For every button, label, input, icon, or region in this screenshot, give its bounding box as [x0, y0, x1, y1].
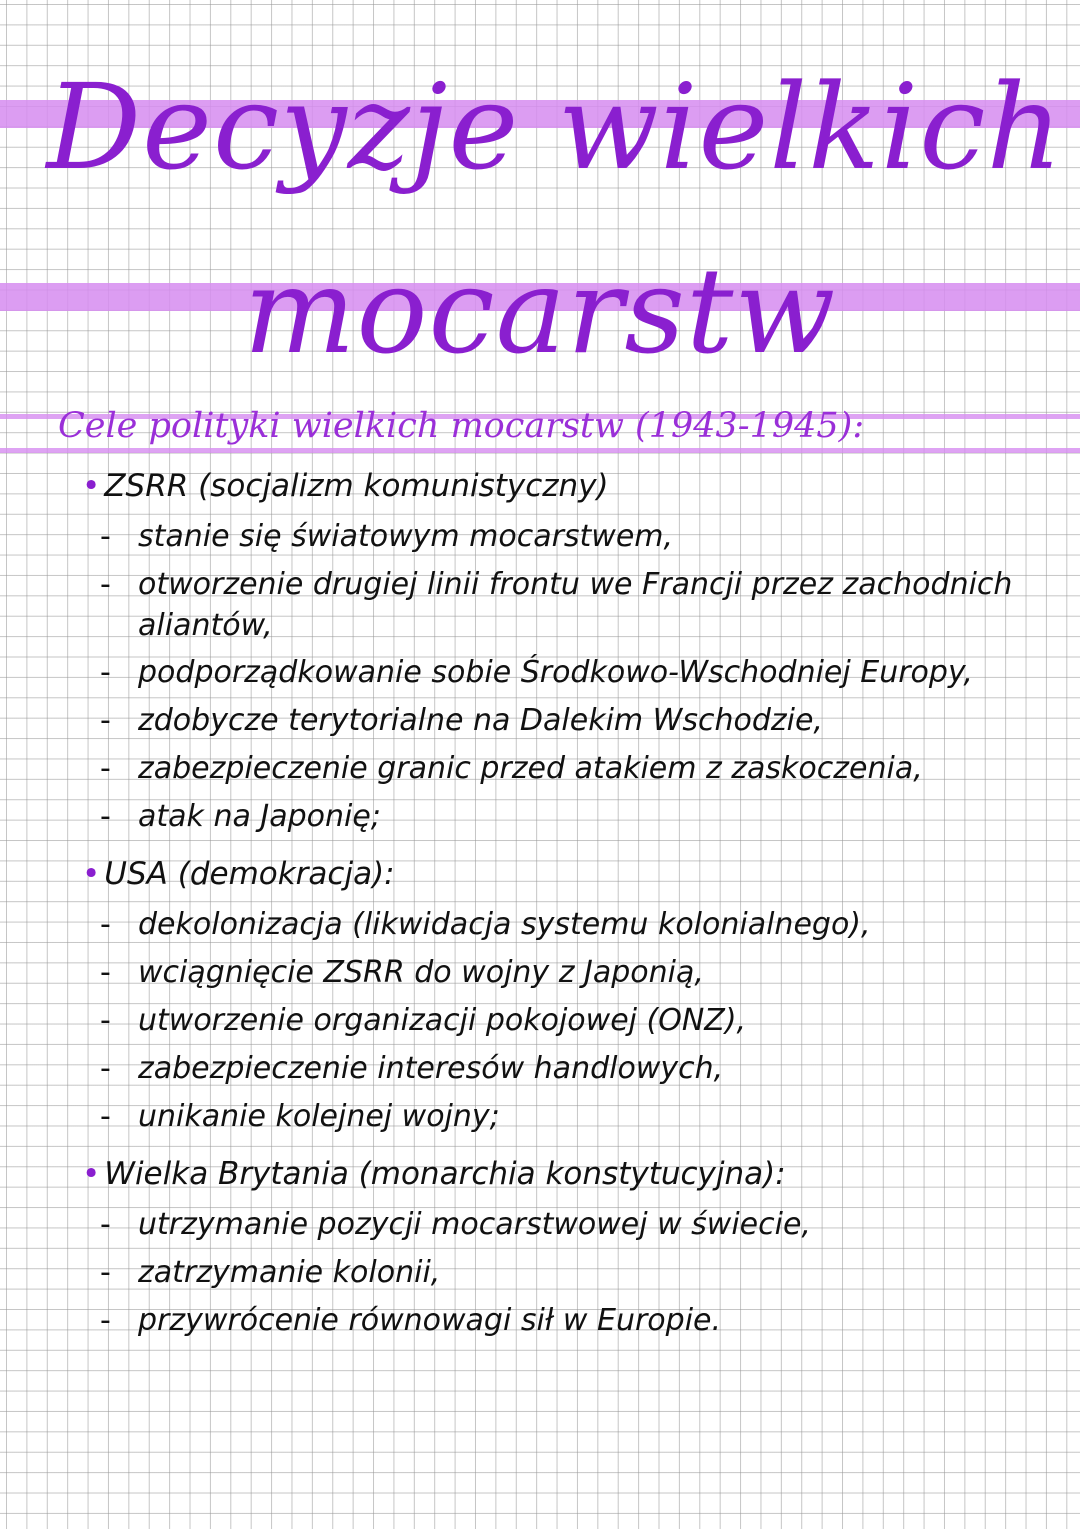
list-item: - stanie się światowym mocarstwem, — [100, 519, 674, 554]
bullet-dot-icon: • — [82, 468, 101, 504]
list-item-text: zatrzymanie kolonii, — [138, 1255, 441, 1290]
list-item-text: stanie się światowym mocarstwem, — [138, 519, 674, 554]
list-item: - zabezpieczenie granic przed atakiem z zaskoczenia, — [100, 751, 923, 786]
section-subtitle: Cele polityki wielkich mocarstw (1943-1945): — [58, 406, 865, 446]
list-item-text: unikanie kolejnej wojny; — [138, 1099, 500, 1134]
list-item: - zatrzymanie kolonii, — [100, 1255, 441, 1290]
list-item: - zdobycze terytorialne na Dalekim Wschodzie, — [100, 703, 823, 738]
list-item: - otworzenie drugiej linii frontu we Francji przez zachodnich aliantów, — [100, 567, 1013, 643]
bullet-dot-icon: • — [82, 1156, 101, 1192]
list-item-text: wciągnięcie ZSRR do wojny z Japonią, — [138, 955, 704, 990]
list-item: - unikanie kolejnej wojny; — [100, 1099, 500, 1134]
list-item-text: przywrócenie równowagi sił w Europie. — [138, 1303, 722, 1338]
list-item-text: otworzenie drugiej linii frontu we Francji przez zachodnich aliantów, — [138, 567, 1013, 643]
list-item-text: podporządkowanie sobie Środkowo-Wschodniej Europy, — [138, 655, 973, 690]
list-item: - utworzenie organizacji pokojowej (ONZ), — [100, 1003, 747, 1038]
list-item: - dekolonizacja (likwidacja systemu kolonialnego), — [100, 907, 871, 942]
country-heading-text: USA (demokracja): — [104, 856, 395, 892]
list-item: - atak na Japonię; — [100, 799, 381, 834]
page-title-line-1: Decyzje wielkich — [46, 58, 1064, 196]
list-item: - podporządkowanie sobie Środkowo-Wschodniej Europy, — [100, 655, 973, 690]
country-heading-zsrr — [82, 456, 1080, 516]
list-item: - utrzymanie pozycji mocarstwowej w świecie, — [100, 1207, 811, 1242]
notes-content — [0, 456, 1080, 1348]
bullet-dot-icon: • — [82, 856, 101, 892]
country-heading-usa — [82, 844, 1080, 904]
country-heading-text: Wielka Brytania (monarchia konstytucyjna): — [104, 1156, 786, 1192]
page-title-line-2: mocarstw — [243, 242, 837, 380]
list-item-text: utworzenie organizacji pokojowej (ONZ), — [138, 1003, 747, 1038]
list-item-text: zdobycze terytorialne na Dalekim Wschodzie, — [138, 703, 823, 738]
list-item-text: utrzymanie pozycji mocarstwowej w świecie, — [138, 1207, 811, 1242]
country-heading-uk — [82, 1144, 1080, 1204]
list-item: - przywrócenie równowagi sił w Europie. — [100, 1303, 722, 1338]
list-item-text: dekolonizacja (likwidacja systemu kolonialnego), — [138, 907, 871, 942]
list-item-text: atak na Japonię; — [138, 799, 381, 834]
list-item-text: zabezpieczenie interesów handlowych, — [138, 1051, 724, 1086]
list-item-text: zabezpieczenie granic przed atakiem z zaskoczenia, — [138, 751, 923, 786]
list-item: - zabezpieczenie interesów handlowych, — [100, 1051, 724, 1086]
list-item: - wciągnięcie ZSRR do wojny z Japonią, — [100, 955, 704, 990]
country-heading-text: ZSRR (socjalizm komunistyczny) — [104, 468, 609, 504]
